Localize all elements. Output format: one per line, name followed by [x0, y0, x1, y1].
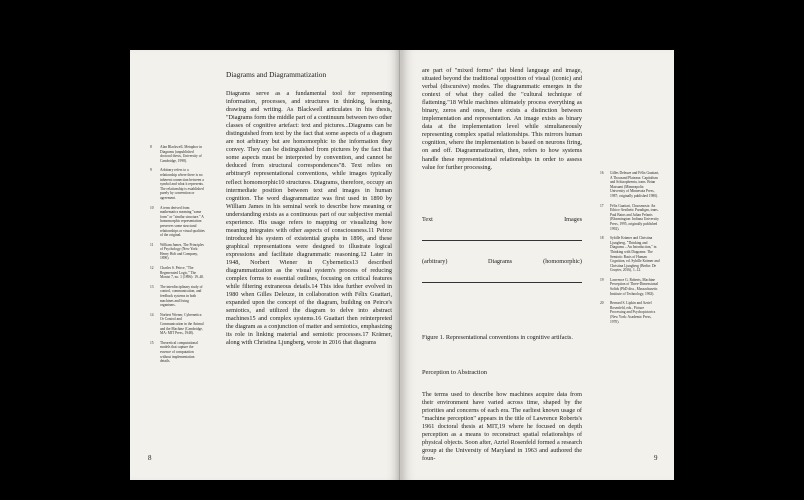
right-page [402, 50, 674, 480]
figure-rule-top [422, 240, 582, 241]
page-number-left: 8 [148, 454, 152, 462]
note-8 [150, 145, 205, 163]
note-9 [150, 168, 205, 200]
note-number: 8 [150, 145, 152, 149]
note-number: 10 [150, 205, 154, 210]
left-page [130, 50, 400, 480]
note-15 [150, 341, 205, 364]
note-number: 16 [600, 171, 604, 175]
note-number: 14 [150, 312, 154, 317]
note-17 [600, 204, 660, 232]
note-18 [600, 236, 660, 273]
left-body-text [226, 90, 392, 348]
note-number: 13 [150, 284, 154, 289]
figure-1 [422, 212, 582, 292]
left-margin-notes [150, 145, 205, 369]
note-text: Norbert Wiener, Cybernetics: Or Control and Communication in the Animal and the Machine (Cambridge, MA: MIT Press, 1948). [160, 312, 204, 336]
figure-rule-bottom [422, 282, 582, 283]
right-margin-notes [600, 171, 660, 329]
note-number: 11 [150, 242, 154, 247]
note-text: William James, The Principles of Psychology (New York: Henry Holt and Company, 1890). [160, 242, 204, 261]
section-subheading: Perception to Abstraction [422, 369, 487, 376]
note-text: Alan Blackwell, Metaphor in Diagrams (unpublished doctoral thesis, University of Cambridge, 1998). [160, 145, 202, 163]
left-body-paragraph: Diagrams serve as a fundamental tool for representing information, processes, and structures in thinking, learning, drawing and writing. As Blackwell articulates in his thesis, "Diagrams form the middle part of a continuum between two other classes of cognitive artefact: text and pictures...Diagrams can be distinguished from text by the fact that some aspects of a diagram are not arbitrary but are homomorphic to the information they convey. They can be distinguished from pictures by the fact that some aspects must be interpreted by convention, and cannot be deduced from structural correspondences"8. Text relies on arbitrary9 representational conventions, while images typically reflect homomorphic10 structures. Diagrams, therefore, occupy an intermediate position between text and images in human cognition. The word diagrammatize was first used in 1890 by William James in his seminal work to describe how meaning or understanding exists as a continuous part of our subjective mental experience. His usage refers to mapping or visualizing how meaning integrates with other aspects of consciousness.11 Peirce introduced his system of existential graphs in 1896, and these graphical representations were designed to illustrate logical expressions and facilitate diagrammatic reasoning.12 Later in 1948, Norbert Wiener in Cybernetics13 described diagrammatization as the visual system's process of reducing complex forms to essential outlines, focusing on critical features while filtering extraneous details.14 This idea further evolved in 1980 when Gilles Deleuze, in collaboration with Félix Guattari, expanded upon the concept of the diagram, building on Peirce's semiotics, and utilized the diagram to delve into abstract machines15 and complex systems.16 Guattari then reinterpreted the diagram as a conjunction of matter and semiotics, emphasizing its role in linking material and semiotic processes.17 Krämer, along with Christina Ljungberg, wrote in 2016 that diagrams [226, 90, 392, 347]
note-text: Charles S. Peirce, "The Regenerated Logic," The Monist 7, no. 1 (1896): 19–40. [160, 266, 205, 280]
note-number: 9 [150, 168, 152, 173]
note-text: Sybille Krämer and Christina Ljungberg, "Thinking and Diagrams – An Introduction," in Thinking with Diagrams: The Semiotic Basis of Human Cognition, ed. Sybille Krämer and Christina Ljungberg (Berlin: De Gruyter, 2016), 1–12. [610, 236, 660, 273]
right-body-bottom [422, 391, 582, 463]
page-number-right: 9 [654, 454, 658, 462]
figure-caption: Figure 1. Representational conventions in cognitive artifacts. [422, 334, 573, 341]
figure-label-text: Text [422, 216, 433, 223]
note-number: 17 [600, 203, 604, 208]
note-20 [600, 301, 660, 324]
note-text: The interdisciplinary study of control, communication, and feedback systems in both machines and living organisms. [160, 284, 203, 308]
note-text: Bernard S. Lipkin and Azriel Rosenfeld, eds., Picture Processing and Psychopictorics (New York: Academic Press, 1970). [610, 301, 656, 324]
note-19 [600, 278, 660, 296]
note-12 [150, 266, 205, 280]
note-number: 12 [150, 266, 154, 271]
section-title: Diagrams and Diagrammatization [226, 70, 327, 79]
figure-label-homomorphic: (homomorphic) [543, 258, 582, 265]
figure-label-arbitrary: (arbitrary) [422, 258, 448, 265]
note-text: Arbitrary refers to a relationship where there is no inherent connection between a symbol and what it represents. The relationship is established purely by convention or agreement. [160, 168, 204, 200]
note-number: 15 [150, 340, 154, 345]
note-11 [150, 243, 205, 261]
right-body-top [422, 67, 582, 172]
note-13 [150, 285, 205, 308]
note-text: A term derived from mathematics meaning "same form" or "similar structure." A homomorphic representation preserves some structural relationships or visual qualities of the original. [160, 205, 205, 238]
note-number: 19 [600, 277, 604, 282]
right-body-paragraph-2: The terms used to describe how machines acquire data from their environment have varied across time, shaped by the priorities and concerns of each era. The earliest known usage of "machine perception" appears in the title of Lawrence Roberts's 1961 doctoral thesis at MIT,19 where he focused on depth perception as a means to reconstruct spatial relationships of physical objects. Soon after, Azriel Rosenfeld formed a research group at the University of Maryland in 1963 and authored the foun- [422, 391, 582, 463]
note-14 [150, 313, 205, 336]
note-16 [600, 171, 660, 199]
note-text: Lawrence G. Roberts, Machine Perception of Three-Dimensional Solids (PhD diss., Massachusetts Institute of Technology, 1963). [610, 277, 659, 296]
note-10 [150, 206, 205, 238]
note-number: 18 [600, 236, 604, 241]
right-body-paragraph: are part of "mixed forms" that blend language and image, situated beyond the traditional opposition of visual (iconic) and verbal (discursive) modes. The diagrammatic emerges in the context of what they called the "cultural technique of flattening."18 While machines ultimately process everything as binary, zeros and ones, there exists a distinction between implementation and representation. An image exists as binary data at the implementation level while simultaneously representing complex spatial relationships. This mirrors human cognition, where the implementation is based on neurons firing, on and off. Diagrammatization, then, refers to how systems handle these representational relationships in order to assess value for further processing. [422, 67, 582, 171]
note-text: Félix Guattari, Chaosmosis: An Ethico-Aesthetic Paradigm, trans. Paul Bains and Julian Pefanis (Bloomington: Indiana University Press, 1995, originally published 1992). [610, 203, 659, 231]
figure-label-diagrams: Diagrams [488, 258, 513, 265]
figure-label-images: Images [564, 216, 582, 223]
note-text: Gilles Deleuze and Félix Guattari, A Thousand Plateaus: Capitalism and Schizophrenia, trans. Brian Massumi (Minneapolis: University of Minnesota Press, 1987; originally published 1980). [610, 171, 660, 198]
note-number: 20 [600, 301, 604, 306]
note-text: Theoretical computational models that capture the essence of computation without implementation details. [160, 340, 198, 364]
